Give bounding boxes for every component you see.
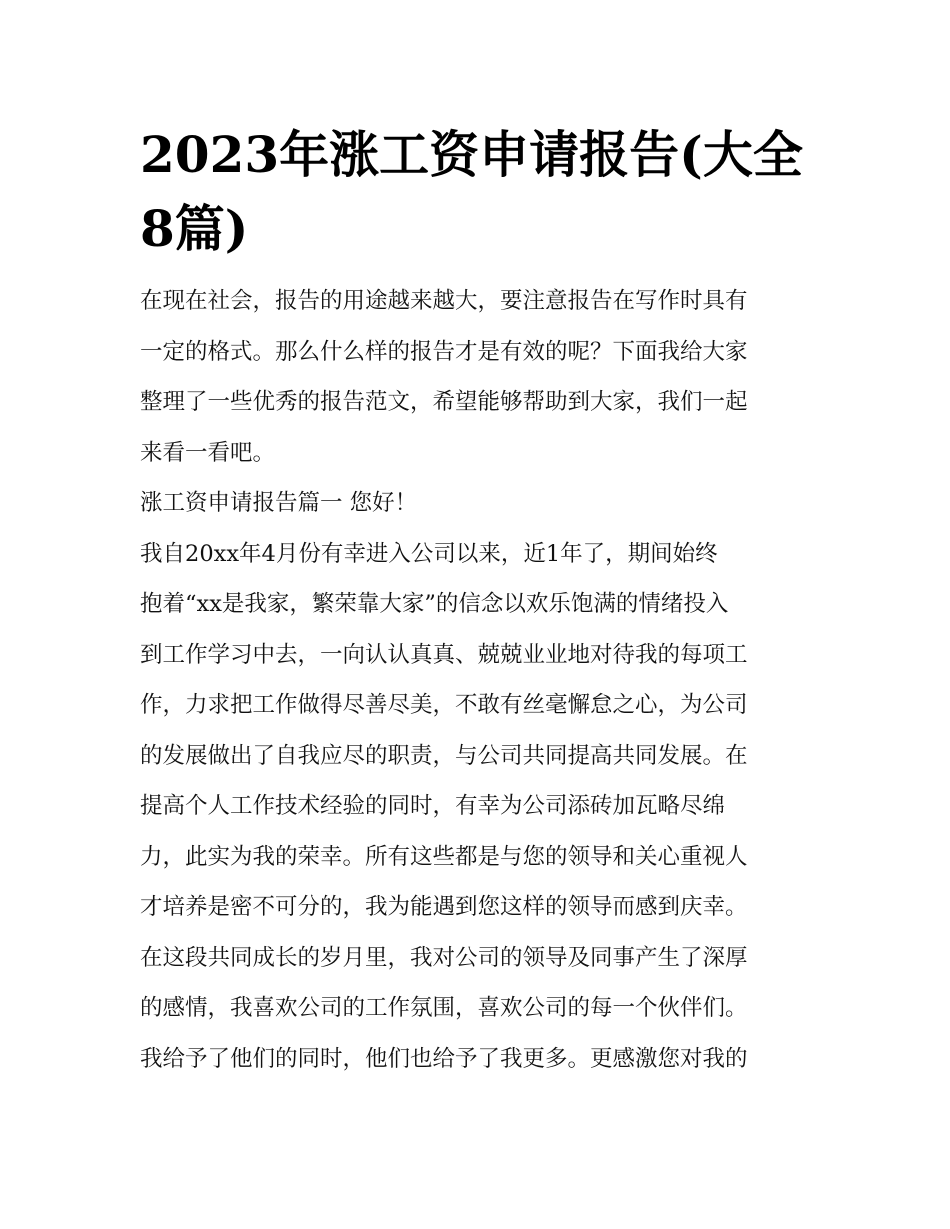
body-line-1: 在现在社会，报告的用途越来越大，要注意报告在写作时具有 [140, 288, 748, 314]
body-line-3: 整理了一些优秀的报告范文，希望能够帮助到大家，我们一起 [140, 389, 748, 415]
body-line-16: 我给予了他们的同时，他们也给予了我更多。更感激您对我的 [140, 1045, 748, 1072]
body-line-9: 作，力求把工作做得尽善尽美，不敢有丝毫懈怠之心，为公司 [140, 692, 748, 718]
body-line-10: 的发展做出了自我应尽的职责，与公司共同提高共同发展。在 [140, 742, 748, 769]
body-line-4: 来看一看吧。 [140, 439, 276, 466]
document-body [140, 276, 812, 1084]
body-line-6: 我自20xx年4月份有幸进入公司以来，近1年了，期间始终 [140, 540, 718, 567]
body-line-11: 提高个人工作技术经验的同时，有幸为公司添砖加瓦略尽绵 [140, 793, 726, 819]
body-line-15: 的感情，我喜欢公司的工作氛围，喜欢公司的每一个伙伴们。 [140, 995, 748, 1021]
body-line-7: 抱着“xx是我家，繁荣靠大家”的信念以欢乐饱满的情绪投入 [140, 591, 729, 617]
body-line-13: 才培养是密不可分的，我为能遇到您这样的领导而感到庆幸。 [140, 894, 748, 920]
document-title: 2023年涨工资申请报告(大全8篇) [140, 125, 803, 258]
body-line-8: 到工作学习中去，一向认认真真、兢兢业业地对待我的每项工 [140, 641, 748, 668]
body-line-14: 在这段共同成长的岁月里，我对公司的领导及同事产生了深厚 [140, 944, 748, 971]
body-line-2: 一定的格式。那么什么样的报告才是有效的呢？下面我给大家 [140, 338, 748, 365]
body-line-12: 力，此实为我的荣幸。所有这些都是与您的领导和关心重视人 [140, 843, 748, 870]
section-heading-line: 涨工资申请报告篇一 您好！ [140, 490, 418, 516]
